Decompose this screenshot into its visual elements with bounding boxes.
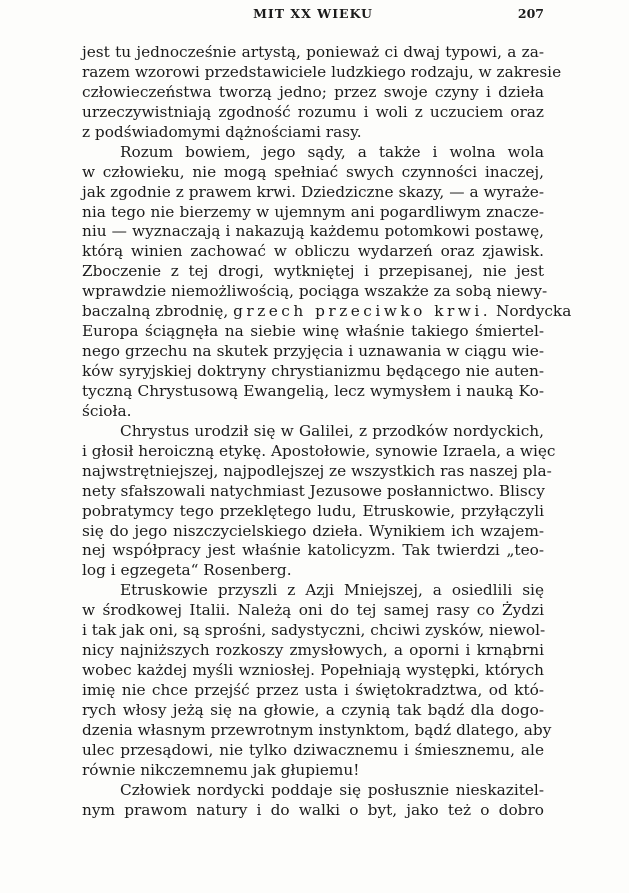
- line-text: tyczną Chrystusową Ewangelią, lecz wymysłem i nauką Ko-: [82, 381, 544, 400]
- line-text: dzenia własnym przewrotnym instynktom, bądź dlatego, aby: [82, 720, 552, 739]
- text-line: [82, 183, 544, 203]
- line-text: jak zgodnie z prawem krwi. Dziedziczne skazy, — a wyraże-: [82, 182, 544, 201]
- line-text: nym prawom natury i do walki o byt, jako też o dobro: [82, 800, 544, 819]
- line-text: nej współpracy jest właśnie katolicyzm. Tak twierdzi „teo-: [82, 541, 544, 560]
- line-text: nia tego nie bierzemy w ujemnym ani pogardliwym znacze-: [82, 202, 544, 221]
- text-line: [82, 761, 544, 781]
- text-line: [82, 621, 544, 641]
- line-text: jest tu jednocześnie artystą, ponieważ ci dwaj typowi, a za-: [82, 43, 544, 61]
- text-line: [82, 541, 544, 561]
- line-text: się do jego niszczycielskiego dzieła. Wynikiem ich wzajem-: [82, 521, 544, 540]
- line-text: razem wzorowi przedstawiciele ludzkiego rodzaju, w zakresie: [82, 62, 562, 81]
- text-line: [82, 163, 544, 183]
- text-line: [82, 103, 544, 123]
- line-text: Człowiek nordycki poddaje się posłusznie nieskazitel-: [120, 780, 544, 799]
- text-line: [82, 282, 548, 302]
- spaced-emphasis: grzech przeciwko krwi.: [233, 302, 492, 321]
- line-text: którą winien zachować w obliczu wydarzeń oraz zjawisk.: [82, 242, 544, 261]
- text-line: [82, 482, 544, 502]
- text-line: [82, 203, 544, 223]
- text-line: [82, 362, 544, 382]
- line-text: Nordycka: [496, 302, 572, 321]
- line-text: log i egzegeta“ Rosenberg.: [82, 561, 292, 580]
- line-text: wobec każdej myśli wzniosłej. Popełniają występki, których: [82, 661, 544, 680]
- line-text: nicy najniższych rozkoszy zmysłowych, a oporni i krnąbrni: [82, 641, 544, 660]
- text-line: [82, 342, 544, 362]
- text-line: [82, 641, 544, 661]
- line-text: urzeczywistniają zgodność rozumu i woli z uczuciem oraz: [82, 102, 544, 121]
- text-line: [82, 222, 544, 242]
- line-text: z podświadomymi dążnościami rasy.: [82, 122, 362, 141]
- line-text: pobratymcy tego przeklętego ludu, Etruskowie, przyłączyli: [82, 501, 544, 520]
- line-text: Zboczenie z tej drogi, wytkniętej i przepisanej, nie jest: [82, 262, 544, 281]
- text-line: [82, 123, 544, 143]
- line-text: Chrystus urodził się w Galilei, z przodków nordyckich,: [120, 421, 544, 440]
- line-text: wprawdzie niemożliwością, pociąga wszakże za sobą niewy-: [82, 282, 548, 301]
- running-title: MIT XX WIEKU: [253, 6, 373, 21]
- text-line: [82, 322, 544, 342]
- line-text: w człowieku, nie mogą spełniać swych czynności inaczej,: [82, 162, 544, 181]
- text-line: [82, 661, 544, 681]
- text-line: [82, 43, 544, 63]
- text-line: [82, 502, 544, 522]
- text-line: [82, 382, 544, 402]
- text-line: [82, 561, 544, 581]
- text-line: [82, 83, 544, 103]
- text-line: [82, 143, 544, 163]
- line-text: w środkowej Italii. Należą oni do tej samej rasy co Żydzi: [82, 601, 544, 620]
- text-line: [82, 302, 572, 322]
- text-line: [82, 681, 544, 701]
- text-line: [82, 601, 544, 621]
- text-line: [82, 741, 544, 761]
- line-text: nego grzechu na skutek przyjęcia i uznawania w ciągu wie-: [82, 342, 544, 361]
- line-text: ścioła.: [82, 401, 132, 420]
- text-line: [82, 461, 552, 482]
- text-line: [82, 402, 544, 422]
- line-text: niu — wyznaczają i nakazują każdemu potomkowi postawę,: [82, 222, 544, 241]
- page-number: 207: [517, 6, 544, 21]
- line-text: równie nikczemnemu jak głupiemu!: [82, 760, 360, 779]
- line-text: Europa ściągnęła na siebie winę właśnie takiego śmiertel-: [82, 322, 544, 341]
- text-line: [82, 781, 544, 801]
- line-text: ulec przesądowi, nie tylko dziwacznemu i śmiesznemu, ale: [82, 740, 544, 759]
- line-text: baczalną zbrodnię,: [82, 302, 229, 321]
- text-line: [82, 242, 544, 262]
- line-text: rych włosy jeżą się na głowie, a czynią tak bądź dla dogo-: [82, 700, 544, 719]
- line-text: człowieczeństwa tworzą jedno; przez swoje czyny i dzieła: [82, 82, 544, 101]
- text-line: [82, 262, 544, 282]
- text-line: [82, 701, 544, 721]
- page-header: [82, 6, 544, 24]
- text-line: [82, 522, 544, 542]
- text-line: [82, 441, 556, 462]
- line-text: i głosił heroiczną etykę. Apostołowie, synowie Izraela, a więc: [82, 441, 556, 460]
- line-text: najwstrętniejszej, najpodlejszej ze wszystkich ras naszej pla-: [82, 461, 552, 480]
- line-text: ków syryjskiej doktryny chrystianizmu będącego nie auten-: [82, 362, 544, 380]
- text-line: [82, 62, 562, 83]
- text-line: [82, 422, 544, 442]
- text-line: [82, 801, 544, 821]
- text-line: [82, 720, 552, 741]
- line-text: Rozum bowiem, jego sądy, a także i wolna wola: [120, 142, 544, 161]
- line-text: Etruskowie przyszli z Azji Mniejszej, a osiedlili się: [120, 581, 544, 600]
- page-body: [82, 43, 572, 821]
- line-text: imię nie chce przejść przez usta i świętokradztwa, od któ-: [82, 681, 544, 699]
- line-text: i tak jak oni, są sprośni, sadystyczni, chciwi zysków, niewol-: [82, 621, 546, 640]
- line-text: nety sfałszowali natychmiast Jezusowe posłannictwo. Bliscy: [82, 481, 545, 500]
- text-line: [82, 581, 544, 601]
